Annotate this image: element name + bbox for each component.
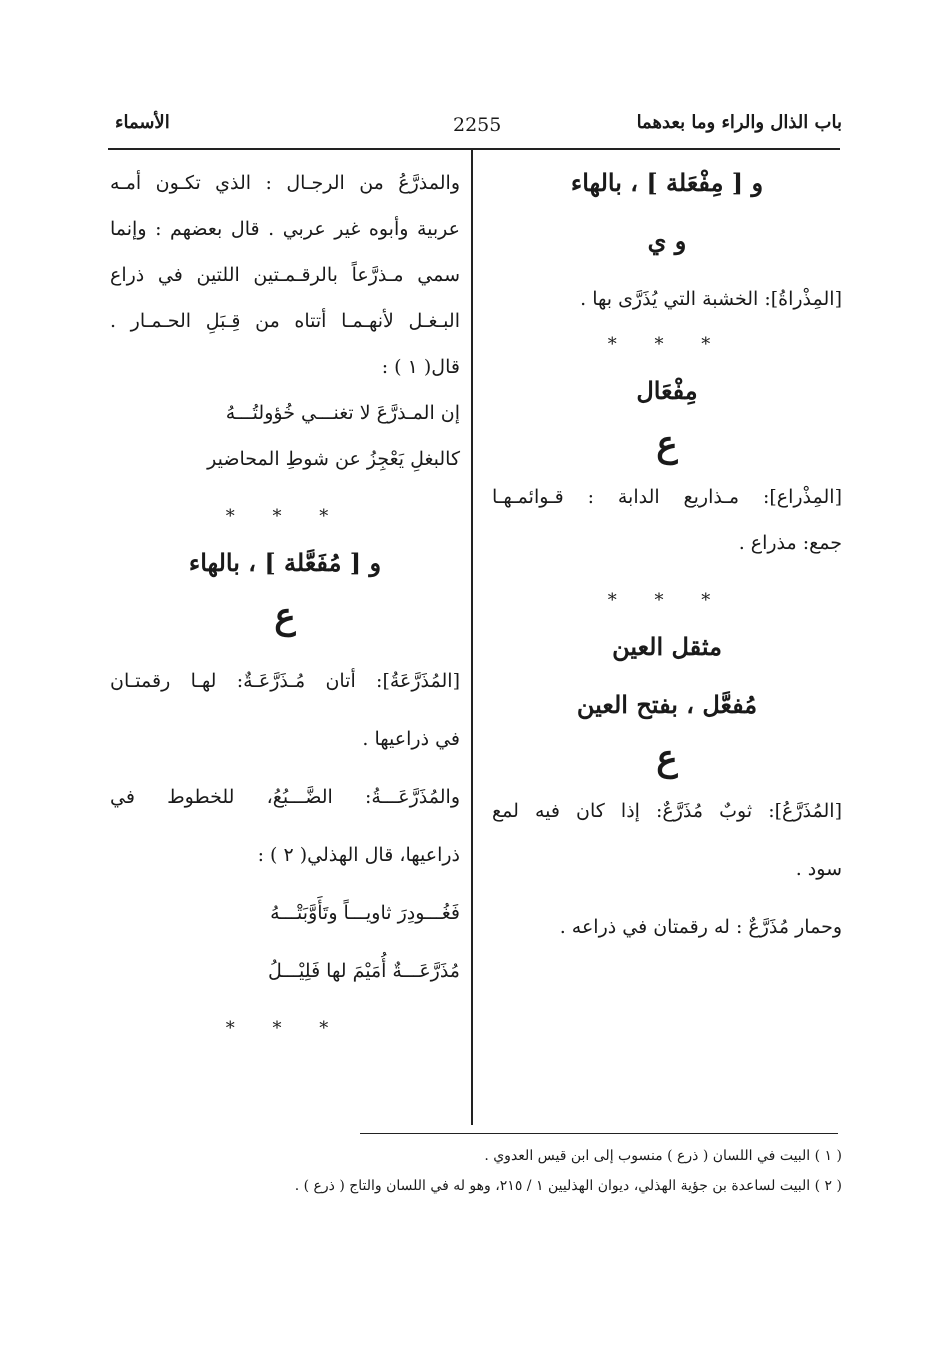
section-heading: مُفعَّل ، بفتح العين (576, 690, 758, 719)
entry-text: البـغـل لأنهـمـا أتتاه من قِـبَلِ الحـمـار . (110, 310, 460, 332)
entry-text: جمع: مذراع . (738, 532, 842, 554)
left-column (110, 160, 460, 1052)
entry-text: [المِذْراةُ]: الخشبة التي يُذَرَّى بها . (580, 288, 842, 310)
entry-text: ذراعيها، قال الهذلي( ٢ ) : (257, 844, 460, 866)
page-number: 2255 (453, 114, 502, 136)
footnote: ( ٢ ) البيت لساعدة بن جؤية الهذلي، ديوان الهذليين ١ / ٢١٥، وهو له في اللسان والتاج ( ذرع ) . (294, 1178, 842, 1194)
entry-text: وحمار مُذَرَّعٌ : له رقمتان في ذراعه . (559, 916, 842, 938)
section-heading: و [ مِفْعَلة ] ، بالهاء (570, 168, 764, 197)
running-header-chapter: باب الذال والراء وما بعدهما (636, 112, 842, 133)
entry-text: [المُذَرَّعَةُ]: أتان مُـذَرَّعَـةٌ: لهـا رقمتـان (110, 670, 460, 692)
entry-text: سود . (795, 858, 842, 880)
section-divider-stars: * * * (607, 590, 727, 611)
section-heading: مثقل العين (612, 632, 722, 661)
section-divider-stars: * * * (225, 1018, 345, 1039)
header-rule (108, 148, 840, 150)
column-divider (471, 150, 473, 1125)
verse-line: إن المـذرَّعَ لا تغنـــي خُؤولتُـــهُ (225, 402, 460, 424)
entry-text: [المُذَرَّعُ]: ثوبٌ مُذَرَّعٌ: إذا كان فيه لمع (492, 800, 842, 822)
entry-text: قال( ١ ) : (381, 356, 460, 378)
section-divider-stars: * * * (607, 334, 727, 355)
right-column (492, 160, 842, 950)
section-heading: و [ مُفَعَّلة ] ، بالهاء (188, 548, 382, 577)
section-divider-stars: * * * (225, 506, 345, 527)
letter-heading: ع (274, 595, 296, 637)
entry-text: والمذرَّعُ من الرجـال : الذي تكـون أمـه (110, 172, 460, 194)
root-heading: و ي (647, 226, 687, 255)
letter-heading: ع (656, 423, 678, 465)
section-heading: مِفْعَال (636, 376, 698, 405)
entry-text: والمُذَرَّعَـــةُ: الضَّـــبُعُ، للخطوط في (110, 786, 460, 808)
running-header-section: الأسماء (115, 112, 170, 133)
entry-text: سمي مـذرَّعاً بالرقـمـتين اللتين في ذراع (110, 264, 460, 286)
verse-line: مُذَرَّعَـــةٌ أُمَيْمَ لها فَلِيْـــلُ (267, 960, 460, 982)
letter-heading: ع (656, 737, 678, 779)
footnote-rule (360, 1133, 838, 1134)
entry-text: عربية وأبوه غير عربي . قال بعضهم : وإنما (110, 218, 460, 240)
footnote: ( ١ ) البيت في اللسان ( ذرع ) منسوب إلى ابن قيس العدوي . (484, 1148, 842, 1164)
verse-line: فَغُـــودِرَ ثاويـــاً وتَأَوَّبَتْـــهُ (270, 902, 460, 924)
entry-text: [المِذْراع]: مـذاريع الدابة : قـوائمـهـا (492, 486, 842, 508)
entry-text: في ذراعيها . (362, 728, 460, 750)
verse-line: كالبغلِ يَعْجِزُ عن شوطِ المحاضير (207, 448, 460, 470)
